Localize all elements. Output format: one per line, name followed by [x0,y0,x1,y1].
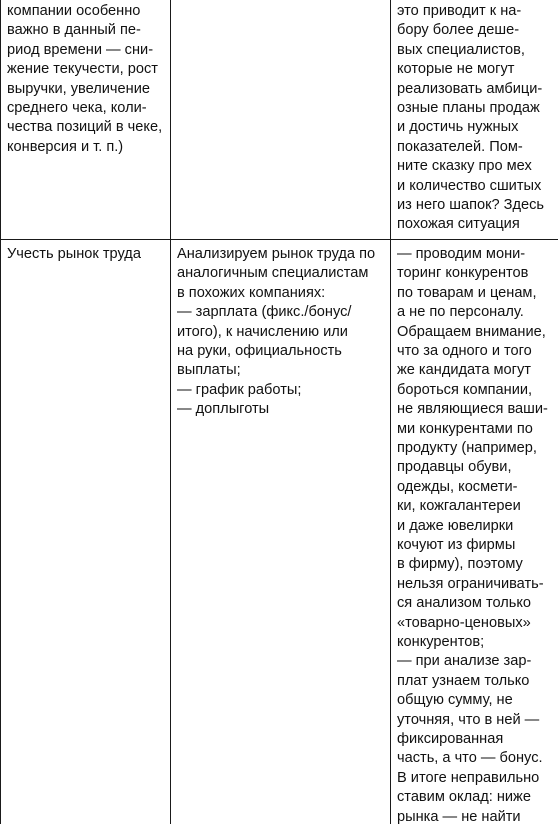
cell-text-line: похожая ситуация [397,216,520,233]
cell-text-line: ся анализом только [397,595,532,612]
cell-text-line: и количество сшитых [397,177,542,194]
cell-text-line: это приводит к на- [397,3,522,19]
cell-text-line: реализовать амбици- [397,80,543,97]
cell-text-line: часть, а что — бонус. [397,750,543,767]
cell-text-line: и даже ювелирки [397,517,514,534]
table-cell-action [171,0,391,239]
table-cell-action [171,239,391,824]
cell-text-line: одежды, космети- [397,478,518,495]
cell-text-line: озные планы продаж [397,100,540,117]
table-cell-goal [1,239,171,824]
cell-text-line: Анализируем рынок труда по [177,245,376,262]
cell-text-line: в фирму), поэтому [397,556,523,573]
cell-text-line: — доплыготы [177,401,270,418]
cell-text-line: Обращаем внимание, [397,323,546,340]
cell-text-line: В итоге неправильно [397,769,540,786]
cell-text-line: продукту (например, [397,439,537,456]
cell-text-line: торинг конкурентов [397,265,529,282]
cell-text-line: которые не могут [397,61,515,78]
cell-text-line: показателей. Пом- [397,138,523,155]
cell-text-line: конверсия и т. п.) [7,138,124,155]
cell-text-line: бороться компании, [397,381,533,398]
table-cell-goal [1,0,171,239]
cell-text-line: — при анализе зар- [397,653,532,670]
cell-text-line: — проводим мони- [397,245,526,262]
cell-text-line: не являющиеся ваши- [397,401,548,418]
cell-text-line: вых специалистов, [397,41,525,58]
table-cell-mistake [391,0,558,239]
cell-text-line: выплаты; [177,362,241,379]
table-row [1,239,558,824]
cell-text-line: уточняя, что в ней — [397,711,540,728]
cell-text-line: продавцы обуви, [397,459,512,476]
cell-text-line: из него шапок? Здесь [397,197,544,214]
cell-text-line: нельзя ограничивать- [397,575,544,592]
cell-text-line: в похожих компаниях: [177,284,326,301]
cell-text-line: общую сумму, не [397,692,513,709]
cell-text-line: ставим оклад: ниже [397,789,531,806]
cell-text-line: фиксированная [397,731,504,748]
cell-text-line: аналогичным специалистам [177,265,369,282]
cell-text-line: — график работы; [177,381,302,398]
cell-text-line: ки, кожгалантереи [397,498,521,515]
cell-text-line: рынка — не найти [397,808,521,824]
cell-text-line: — зарплата (фикс./бонус/ [177,304,352,321]
cell-text-line: ми конкурентами по [397,420,533,437]
cell-text-line: чества позиций в чеке, [7,119,163,136]
cell-text-line: «товарно-ценовых» [397,614,531,631]
cell-text-line: и достичь нужных [397,119,519,136]
cell-text-line: бору более деше- [397,22,520,39]
cell-text-line: Учесть рынок труда [7,245,141,262]
cell-text-line: жение текучести, рост [7,61,158,78]
table-cell-mistake [391,239,558,824]
cell-text-line: на руки, официальность [177,342,342,359]
cell-text-line: риод времени — сни- [7,41,154,58]
cell-text-line: же кандидата могут [397,362,531,379]
cell-text-line: конкурентов; [397,634,485,650]
cell-text-line: что за одного и того [397,342,532,359]
cell-text-line: плат узнаем только [397,672,530,689]
cell-text-line: выручки, увеличение [7,80,150,97]
cell-text-line: а не по персоналу. [397,304,524,321]
cell-text-line: итого), к начислению или [177,323,348,340]
cell-text-line: компании особенно [7,3,141,19]
cell-text-line: кочуют из фирмы [397,536,516,553]
cell-text-line: по товарам и ценам, [397,284,537,301]
cell-text-line: среднего чека, коли- [7,100,147,117]
cell-text-line: ните сказку про мех [397,158,532,175]
table-row [1,0,558,239]
cell-text-line: важно в данный пе- [7,22,141,39]
